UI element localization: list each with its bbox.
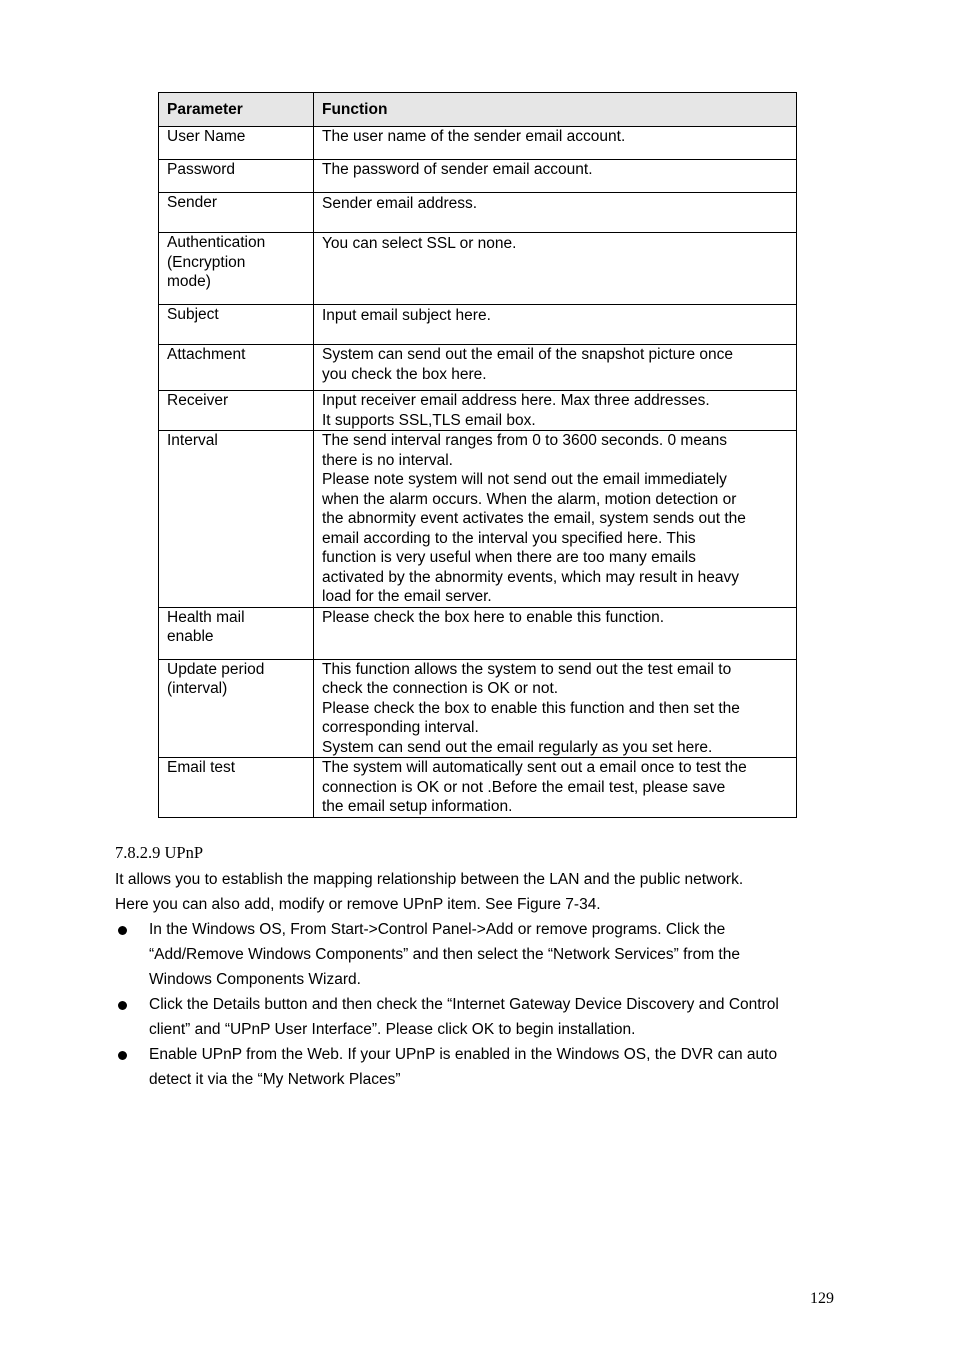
list-item xyxy=(115,917,845,992)
function-text: corresponding interval. xyxy=(322,719,479,736)
param-cell xyxy=(159,758,314,818)
function-text: there is no interval. xyxy=(322,451,453,469)
function-text: Input receiver email address here. Max three addresses. xyxy=(322,392,710,409)
function-text: Sender email address. xyxy=(322,195,478,212)
function-cell xyxy=(314,391,797,431)
function-text: connection is OK or not .Before the email test, please save xyxy=(322,778,726,796)
list-item xyxy=(115,1042,845,1092)
header-function: Function xyxy=(314,93,797,127)
table-row xyxy=(159,345,797,391)
table-row xyxy=(159,431,797,608)
page-number: 129 xyxy=(810,1290,834,1307)
function-text: the abnormity event activates the email, system sends out the xyxy=(322,510,746,527)
table-row xyxy=(159,607,797,659)
bullet-text: In the Windows OS, From Start->Control Panel->Add or remove programs. Click the xyxy=(149,921,726,938)
function-text: Please check the box to enable this function and then set the xyxy=(322,699,740,717)
table-row xyxy=(159,127,797,160)
bullet-text: Windows Components Wizard. xyxy=(149,971,361,988)
function-cell xyxy=(314,758,797,818)
param-text: Receiver xyxy=(167,392,229,409)
intro-line: Here you can also add, modify or remove UPnP item. See Figure 7-34. xyxy=(115,896,601,913)
param-text: Password xyxy=(167,161,236,178)
function-text: This function allows the system to send out the test email to xyxy=(322,660,732,678)
param-cell xyxy=(159,431,314,608)
param-text: Health mail xyxy=(167,608,245,626)
function-text: Input email subject here. xyxy=(322,307,491,324)
function-text: email according to the interval you specified here. This xyxy=(322,529,696,547)
function-text: It supports SSL,TLS email box. xyxy=(322,411,536,429)
function-text: System can send out the email of the snapshot picture once xyxy=(322,346,733,363)
bullet-text: Click the Details button and then check the “Internet Gateway Device Discovery and Control xyxy=(149,996,779,1013)
param-text: User Name xyxy=(167,128,246,145)
table-row xyxy=(159,193,797,233)
function-text: the email setup information. xyxy=(322,798,513,815)
list-item xyxy=(115,992,845,1042)
param-text: (Encryption xyxy=(167,253,246,271)
function-text: load for the email server. xyxy=(322,588,492,605)
table-row xyxy=(159,305,797,345)
param-cell xyxy=(159,127,314,160)
param-cell xyxy=(159,233,314,305)
function-cell xyxy=(314,607,797,659)
bullet-icon xyxy=(118,1001,127,1010)
param-text: Interval xyxy=(167,432,218,449)
bullet-text: detect it via the “My Network Places” xyxy=(149,1071,401,1088)
param-cell xyxy=(159,160,314,193)
param-cell xyxy=(159,193,314,233)
function-cell xyxy=(314,193,797,233)
bullet-text: Enable UPnP from the Web. If your UPnP is enabled in the Windows OS, the DVR can auto xyxy=(149,1046,778,1063)
function-text: check the connection is OK or not. xyxy=(322,680,559,697)
intro-line: It allows you to establish the mapping relationship between the LAN and the public network. xyxy=(115,871,744,888)
function-cell xyxy=(314,431,797,608)
header-parameter: Parameter xyxy=(159,93,314,127)
function-cell xyxy=(314,345,797,391)
param-cell xyxy=(159,391,314,431)
function-text: The user name of the sender email account. xyxy=(322,128,626,145)
function-cell xyxy=(314,160,797,193)
function-text: Please note system will not send out the email immediately xyxy=(322,471,727,488)
bullet-icon xyxy=(118,1051,127,1060)
function-text: The system will automatically sent out a email once to test the xyxy=(322,759,747,776)
function-text: when the alarm occurs. When the alarm, motion detection or xyxy=(322,490,737,508)
table-header-row xyxy=(159,93,797,127)
table-row xyxy=(159,160,797,193)
function-text: You can select SSL or none. xyxy=(322,235,517,252)
section-body xyxy=(115,867,845,1092)
param-cell xyxy=(159,607,314,659)
intro-paragraph xyxy=(115,867,845,917)
param-text: Update period xyxy=(167,660,265,678)
bullet-list xyxy=(115,917,845,1092)
bullet-text: client” and “UPnP User Interface”. Please click OK to begin installation. xyxy=(149,1021,636,1038)
param-text: mode) xyxy=(167,273,211,290)
table-row xyxy=(159,659,797,758)
section-heading: 7.8.2.9 UPnP xyxy=(115,843,204,862)
param-text: Email test xyxy=(167,759,236,776)
param-text: (interval) xyxy=(167,680,228,697)
bullet-icon xyxy=(118,926,127,935)
table-row xyxy=(159,391,797,431)
function-text: System can send out the email regularly as you set here. xyxy=(322,738,713,756)
param-text: enable xyxy=(167,628,214,645)
param-cell xyxy=(159,659,314,758)
param-text: Sender xyxy=(167,194,217,211)
param-cell xyxy=(159,345,314,391)
function-text: activated by the abnormity events, which may result in heavy xyxy=(322,568,739,586)
function-text: Please check the box here to enable this function. xyxy=(322,608,665,626)
param-cell xyxy=(159,305,314,345)
function-text: function is very useful when there are too many emails xyxy=(322,549,696,566)
table-row xyxy=(159,758,797,818)
param-text: Subject xyxy=(167,306,219,323)
function-cell xyxy=(314,127,797,160)
function-text: The send interval ranges from 0 to 3600 seconds. 0 means xyxy=(322,432,727,449)
bullet-text: “Add/Remove Windows Components” and then select the “Network Services” from the xyxy=(149,946,740,963)
function-text: you check the box here. xyxy=(322,365,487,383)
function-cell xyxy=(314,233,797,305)
function-text: The password of sender email account. xyxy=(322,161,593,178)
param-text: Authentication xyxy=(167,234,266,251)
parameter-table xyxy=(158,92,797,818)
function-cell xyxy=(314,659,797,758)
table-row xyxy=(159,233,797,305)
param-text: Attachment xyxy=(167,346,246,363)
function-cell xyxy=(314,305,797,345)
